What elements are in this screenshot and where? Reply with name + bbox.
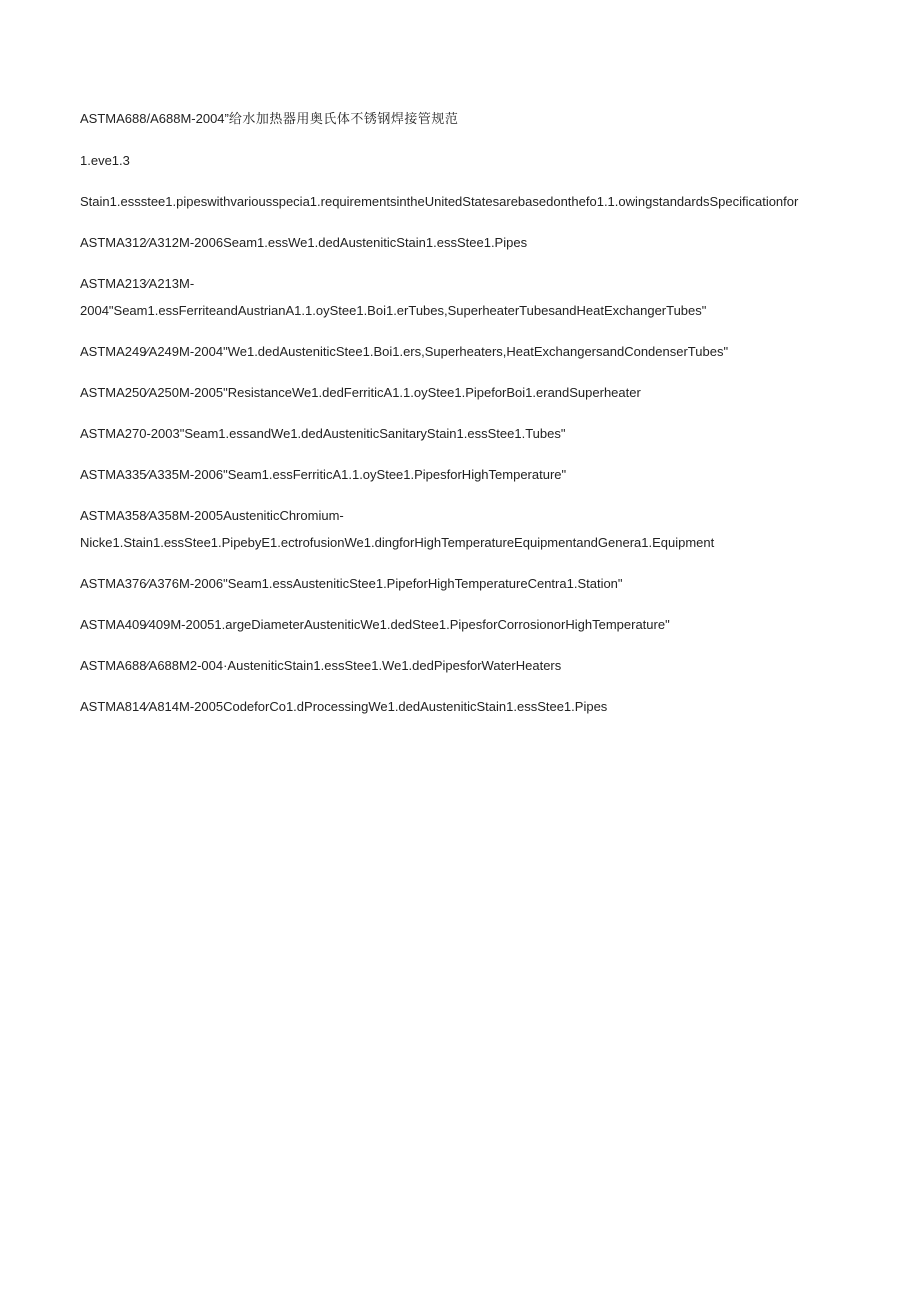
standard-a250: ASTMA250⁄A250M-2005"ResistanceWe1.dedFerriticA1.1.oyStee1.PipeforBoi1.erandSuperheater: [80, 385, 641, 400]
standard-a335: ASTMA335⁄A335M-2006"Seam1.essFerriticA1.1.oyStee1.PipesforHighTemperature": [80, 467, 567, 482]
document-title: [80, 105, 840, 133]
standard-a213: ASTMA213⁄A213M- 2004"Seam1.essFerriteandAustrianA1.1.oyStee1.Boi1.erTubes,SuperheaterTubesandHeatExchangerTubes": [80, 276, 707, 318]
standard-a358: ASTMA358⁄A358M-2005AusteniticChromium- Nicke1.Stain1.essStee1.PipebyE1.ectrofusionWe1.dingforHighTemperatureEquipmentandGenera1.Equipment: [80, 508, 715, 550]
paragraph-level: 1.eve1.3: [80, 153, 130, 168]
document-page: [80, 105, 840, 734]
standard-a312: ASTMA312⁄A312M-2006Seam1.essWe1.dedAusteniticStain1.essStee1.Pipes: [80, 235, 528, 250]
paragraph-intro: Stain1.essstee1.pipeswithvariousspecia1.requirementsintheUnitedStatesarebasedonthefo1.1.owingstandardsSpecificationfor: [80, 194, 799, 209]
standard-a814: ASTMA814⁄A814M-2005CodeforCo1.dProcessingWe1.dedAusteniticStain1.essStee1.Pipes: [80, 699, 608, 714]
standard-a270: ASTMA270-2003"Seam1.essandWe1.dedAusteniticSanitaryStain1.essStee1.Tubes": [80, 426, 566, 441]
title-latin: ASTMA688/A688M-2004”: [80, 111, 229, 126]
title-chinese: 给水加热器用奥氏体不锈钢焊接管规范: [228, 112, 459, 127]
standard-a688: ASTMA688⁄A688M2-004·AusteniticStain1.essStee1.We1.dedPipesforWaterHeaters: [80, 658, 562, 673]
standard-a409: ASTMA409⁄409M-20051.argeDiameterAusteniticWe1.dedStee1.PipesforCorrosionorHighTemperature": [80, 617, 670, 632]
standard-a249: ASTMA249⁄A249M-2004"We1.dedAusteniticStee1.Boi1.ers,Superheaters,HeatExchangersandCondenserTubes": [80, 344, 729, 359]
standard-a376: ASTMA376⁄A376M-2006"Seam1.essAusteniticStee1.PipeforHighTemperatureCentra1.Station": [80, 576, 623, 591]
